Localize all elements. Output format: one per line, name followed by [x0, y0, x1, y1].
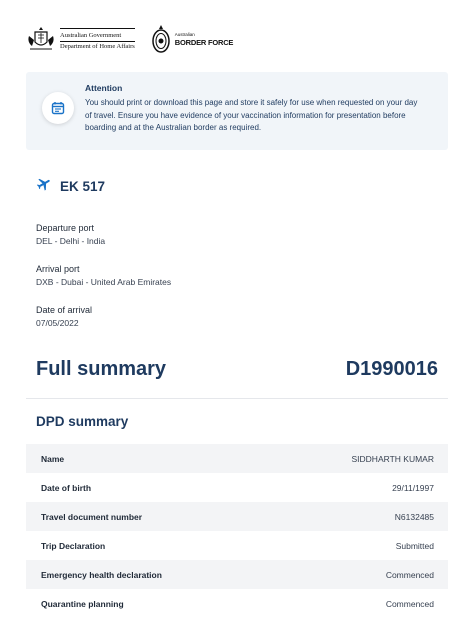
departure-port-value: DEL - Delhi - India [36, 236, 106, 246]
border-force-logo [151, 24, 233, 54]
flight-number: EK 517 [60, 179, 106, 194]
attention-message: You should print or download this page and store it safely for use when requested on your day of travel. Ensure you have evidence of your vaccination information for presentation before boarding and at the Australian border as required. [85, 98, 418, 132]
row-label: Quarantine planning [41, 598, 124, 609]
flight-heading [36, 176, 105, 197]
attention-panel [26, 72, 448, 150]
arrival-date-value: 07/05/2022 [36, 318, 79, 328]
table-row [26, 560, 448, 589]
dpd-summary-table [26, 444, 448, 618]
calendar-icon [42, 92, 74, 124]
declaration-id: D1990016 [345, 358, 438, 380]
row-label: Date of birth [41, 482, 92, 493]
department-name: Department of Home Affairs [60, 42, 135, 50]
gov-name: Australian Government [60, 31, 122, 39]
row-value: SIDDHARTH KUMAR [351, 453, 434, 464]
abf-country-label: Australian [174, 31, 195, 37]
row-label: Emergency health declaration [41, 569, 162, 580]
border-force-badge-icon [151, 24, 171, 54]
table-row [26, 502, 448, 531]
arrival-port-value: DXB - Dubai - United Arab Emirates [36, 277, 172, 287]
abf-name-label: BORDER FORCE [174, 37, 234, 47]
row-label: Trip Declaration [41, 540, 106, 551]
row-value: Commenced [385, 569, 434, 580]
row-value: N6132485 [394, 511, 434, 522]
page-header [26, 20, 233, 58]
government-wordmark [60, 28, 135, 51]
row-label: Name [41, 453, 65, 464]
row-label: Travel document number [41, 511, 143, 522]
departure-port-field [36, 222, 105, 248]
arrival-date-field [36, 304, 92, 330]
dpd-summary-title: DPD summary [36, 414, 129, 429]
section-divider [26, 398, 448, 399]
airplane-icon [36, 176, 52, 197]
row-value: 29/11/1997 [392, 482, 434, 493]
departure-port-label: Departure port [36, 223, 95, 233]
table-row [26, 444, 448, 473]
arrival-port-field [36, 263, 171, 289]
row-value: Submitted [395, 540, 434, 551]
row-value: Commenced [385, 598, 434, 609]
arrival-date-label: Date of arrival [36, 305, 93, 315]
full-summary-title: Full summary [36, 358, 167, 380]
attention-title: Attention [85, 83, 123, 93]
coat-of-arms-icon [26, 25, 56, 53]
table-row [26, 589, 448, 618]
arrival-port-label: Arrival port [36, 264, 80, 274]
table-row [26, 473, 448, 502]
table-row [26, 531, 448, 560]
